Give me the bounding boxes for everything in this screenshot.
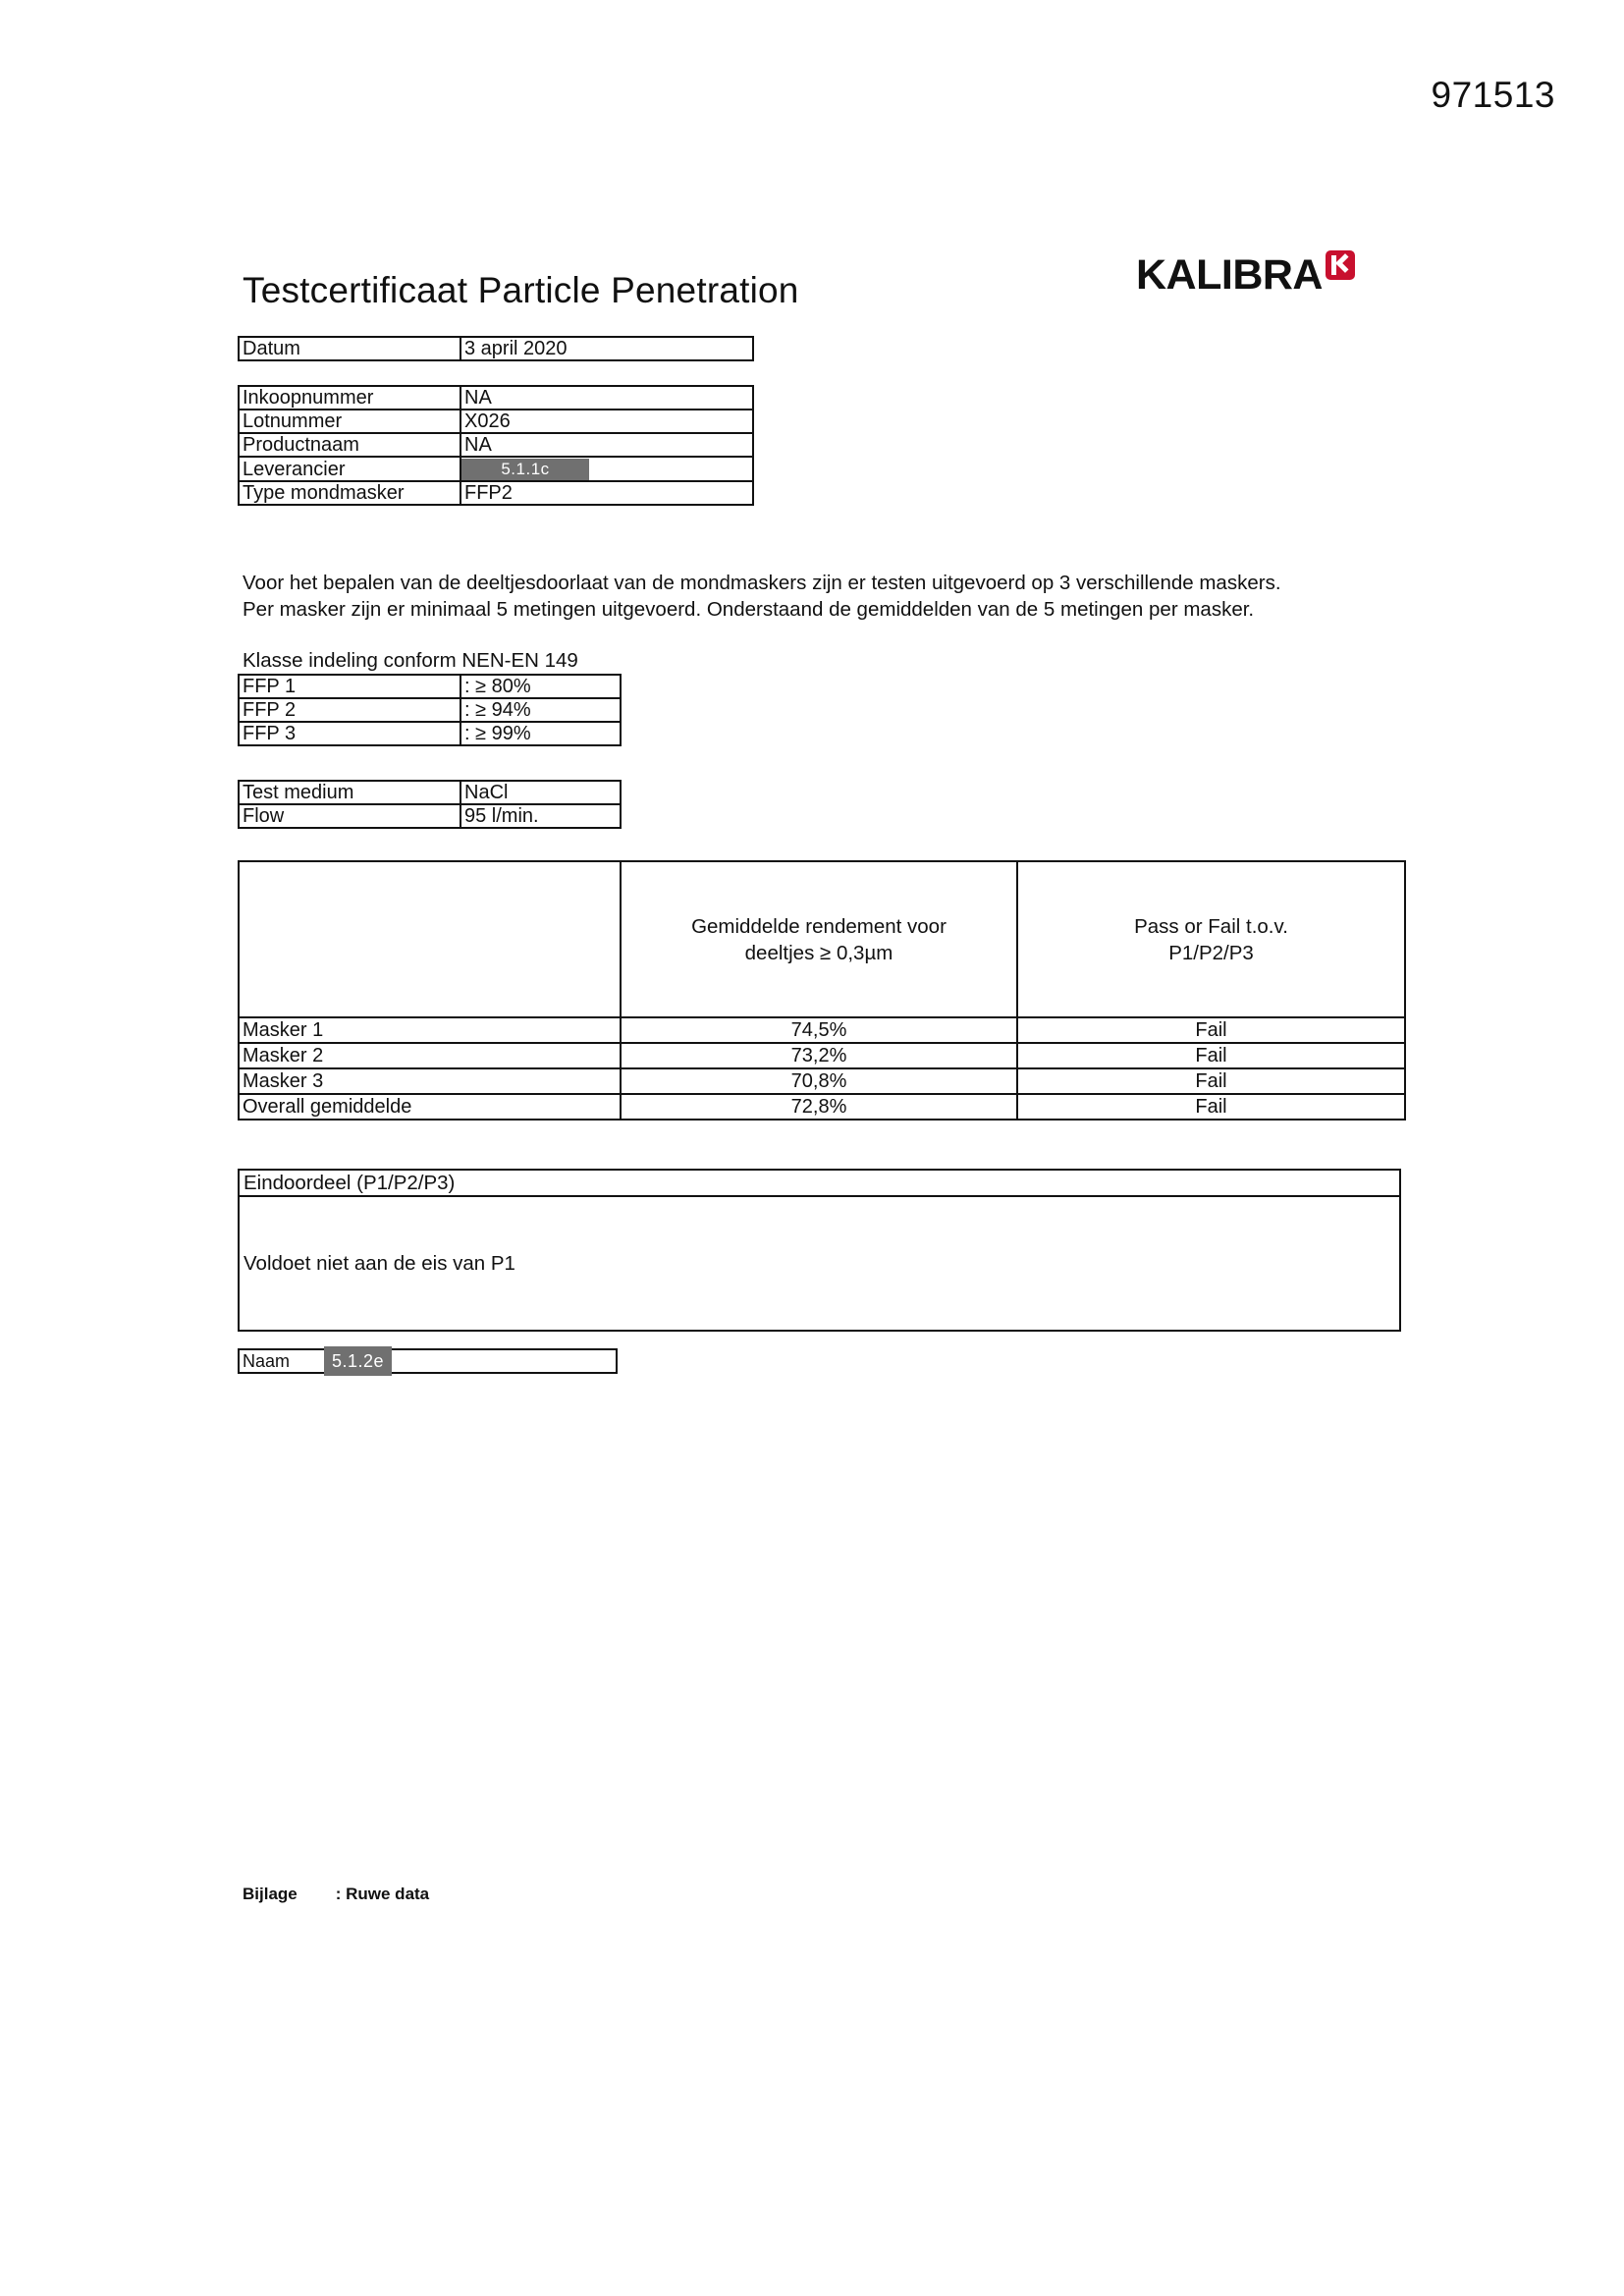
- masker-label: Masker 2: [239, 1043, 621, 1068]
- rendement-value: 70,8%: [621, 1068, 1017, 1094]
- table-row: [239, 675, 621, 698]
- table-row: [239, 804, 621, 828]
- detail-value: NA: [460, 433, 753, 457]
- table-row: [239, 1094, 1405, 1120]
- pass-fail-header: [1017, 861, 1405, 1017]
- kalibra-logo: [1136, 251, 1355, 300]
- redaction-block: 5.1.2e: [324, 1346, 392, 1376]
- detail-label: Lotnummer: [239, 410, 460, 433]
- header-line: P1/P2/P3: [1168, 941, 1254, 964]
- document-number: 971513: [1431, 75, 1555, 115]
- detail-value: [460, 457, 753, 481]
- detail-label: Leverancier: [239, 457, 460, 481]
- datum-value: 3 april 2020: [460, 337, 753, 360]
- eindoordeel-text: [240, 1197, 1399, 1330]
- table-row: [239, 781, 621, 804]
- intro-paragraph: [243, 570, 1401, 623]
- detail-value: NA: [460, 386, 753, 410]
- test-label: Test medium: [239, 781, 460, 804]
- masker-label: Overall gemiddelde: [239, 1094, 621, 1120]
- bijlage-value: : Ruwe data: [335, 1885, 430, 1903]
- datum-label: Datum: [239, 337, 460, 360]
- test-value: 95 l/min.: [460, 804, 621, 828]
- table-row: [239, 457, 753, 481]
- kalibra-k-icon: [1326, 250, 1355, 280]
- detail-value: FFP2: [460, 481, 753, 505]
- result-value: Fail: [1017, 1043, 1405, 1068]
- rendement-header: [621, 861, 1017, 1017]
- result-value: Fail: [1017, 1094, 1405, 1120]
- test-table: [238, 780, 622, 829]
- klasse-table: [238, 674, 622, 746]
- test-label: Flow: [239, 804, 460, 828]
- rendement-value: 73,2%: [621, 1043, 1017, 1068]
- details-table: [238, 385, 754, 506]
- results-table: [238, 860, 1406, 1121]
- table-row: [239, 698, 621, 722]
- header-line: Pass or Fail t.o.v.: [1134, 914, 1288, 938]
- rendement-value: 72,8%: [621, 1094, 1017, 1120]
- table-row: [239, 1068, 1405, 1094]
- klasse-value: : ≥ 80%: [460, 675, 621, 698]
- header-line: deeltjes ≥ 0,3µm: [744, 941, 893, 964]
- table-row: [239, 1043, 1405, 1068]
- intro-line: Voor het bepalen van de deeltjesdoorlaat van de mondmaskers zijn er testen uitgevoerd op 3 verschillende maskers.: [243, 572, 1281, 594]
- detail-value: X026: [460, 410, 753, 433]
- klasse-label: FFP 3: [239, 722, 460, 745]
- intro-line: Per masker zijn er minimaal 5 metingen uitgevoerd. Onderstaand de gemiddelden van de 5 metingen per masker.: [243, 598, 1255, 621]
- naam-label: Naam: [243, 1351, 291, 1371]
- table-row: [239, 1017, 1405, 1043]
- test-value: NaCl: [460, 781, 621, 804]
- table-row: [239, 433, 753, 457]
- eindoordeel-box: [238, 1169, 1401, 1332]
- masker-label: Masker 1: [239, 1017, 621, 1043]
- table-row: [239, 481, 753, 505]
- table-row: [239, 386, 753, 410]
- table-row: [239, 337, 753, 360]
- detail-label: Productnaam: [239, 433, 460, 457]
- results-header-row: [239, 861, 1405, 1017]
- datum-table: [238, 336, 754, 361]
- detail-label: Inkoopnummer: [239, 386, 460, 410]
- table-row: [239, 410, 753, 433]
- redaction-block: 5.1.1c: [461, 459, 589, 480]
- klasse-value: : ≥ 99%: [460, 722, 621, 745]
- bijlage-label: Bijlage: [243, 1885, 298, 1903]
- empty-header-cell: [239, 861, 621, 1017]
- klasse-label: FFP 1: [239, 675, 460, 698]
- klasse-label: FFP 2: [239, 698, 460, 722]
- klasse-value: : ≥ 94%: [460, 698, 621, 722]
- detail-label: Type mondmasker: [239, 481, 460, 505]
- naam-field: [238, 1348, 618, 1374]
- result-value: Fail: [1017, 1068, 1405, 1094]
- page-title: Testcertificaat Particle Penetration: [243, 270, 799, 310]
- header-line: Gemiddelde rendement voor: [691, 914, 947, 938]
- masker-label: Masker 3: [239, 1068, 621, 1094]
- result-value: Fail: [1017, 1017, 1405, 1043]
- bijlage-line: [243, 1885, 429, 1904]
- eindoordeel-label: Eindoordeel (P1/P2/P3): [240, 1171, 1399, 1197]
- logo-text: KALIBRA: [1136, 251, 1323, 299]
- klasse-heading: Klasse indeling conform NEN-EN 149: [243, 649, 578, 672]
- eindoordeel-verdict: Voldoet niet aan de eis van P1: [244, 1251, 515, 1275]
- rendement-value: 74,5%: [621, 1017, 1017, 1043]
- table-row: [239, 722, 621, 745]
